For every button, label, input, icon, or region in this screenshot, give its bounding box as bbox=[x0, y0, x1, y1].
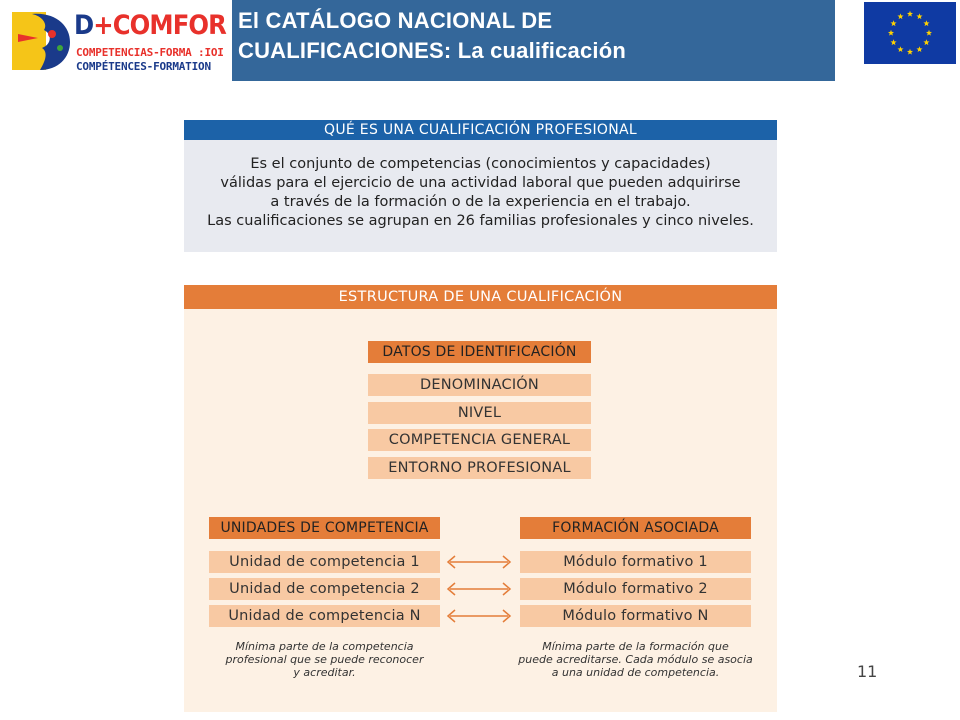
dcomfor-logo bbox=[12, 8, 234, 74]
definition-line: a través de la formación o de la experiencia en el trabajo. bbox=[270, 194, 691, 210]
units-heading: UNIDADES DE COMPETENCIA bbox=[209, 517, 440, 539]
logo-subtitle-1: COMPETENCIAS-FORMA :IOI bbox=[76, 46, 224, 59]
slide-title-line-2: CUALIFICACIONES: La cualificación bbox=[238, 38, 626, 63]
identification-item: ENTORNO PROFESIONAL bbox=[368, 457, 591, 479]
definition-line: Es el conjunto de competencias (conocimientos y capacidades) bbox=[250, 156, 711, 172]
units-note-line: Mínima parte de la competencia bbox=[235, 640, 414, 653]
training-note-line: Mínima parte de la formación que bbox=[542, 640, 729, 653]
definition-text bbox=[184, 140, 777, 231]
training-note-line: a una unidad de competencia. bbox=[551, 666, 720, 679]
identification-item: DENOMINACIÓN bbox=[368, 374, 591, 396]
module-item: Módulo formativo 2 bbox=[520, 578, 751, 600]
double-arrow-icon bbox=[442, 581, 516, 597]
training-note-line: puede acreditarse. Cada módulo se asocia bbox=[518, 653, 753, 666]
logo-subtitle-2: COMPÉTENCES-FORMATION bbox=[76, 60, 211, 73]
slide-title-bar bbox=[232, 0, 835, 81]
page-number: 11 bbox=[857, 662, 878, 681]
identification-item: COMPETENCIA GENERAL bbox=[368, 429, 591, 451]
double-arrow-icon bbox=[442, 608, 516, 624]
structure-heading: ESTRUCTURA DE UNA CUALIFICACIÓN bbox=[184, 285, 777, 309]
module-item: Módulo formativo 1 bbox=[520, 551, 751, 573]
training-heading: FORMACIÓN ASOCIADA bbox=[520, 517, 751, 539]
double-arrow-icon bbox=[442, 554, 516, 570]
unit-item: Unidad de competencia N bbox=[209, 605, 440, 627]
structure-panel bbox=[184, 285, 777, 712]
module-item: Módulo formativo N bbox=[520, 605, 751, 627]
unit-item: Unidad de competencia 2 bbox=[209, 578, 440, 600]
units-note-line: y acreditar. bbox=[293, 666, 356, 679]
identification-item: NIVEL bbox=[368, 402, 591, 424]
definition-heading: QUÉ ES UNA CUALIFICACIÓN PROFESIONAL bbox=[184, 120, 777, 140]
logo-brand-text: D+COMFOR bbox=[74, 10, 226, 41]
training-note bbox=[510, 640, 761, 679]
definition-line: Las cualificaciones se agrupan en 26 familias profesionales y cinco niveles. bbox=[207, 213, 754, 229]
slide-title-line-1: El CATÁLOGO NACIONAL DE bbox=[238, 8, 553, 33]
eu-flag-icon bbox=[864, 2, 956, 64]
units-note-line: profesional que se puede reconocer bbox=[225, 653, 424, 666]
identification-heading: DATOS DE IDENTIFICACIÓN bbox=[368, 341, 591, 363]
logo-face-icon bbox=[12, 8, 74, 74]
definition-panel bbox=[184, 120, 777, 252]
units-note bbox=[209, 640, 440, 679]
unit-item: Unidad de competencia 1 bbox=[209, 551, 440, 573]
definition-line: válidas para el ejercicio de una actividad laboral que pueden adquirirse bbox=[220, 175, 741, 191]
